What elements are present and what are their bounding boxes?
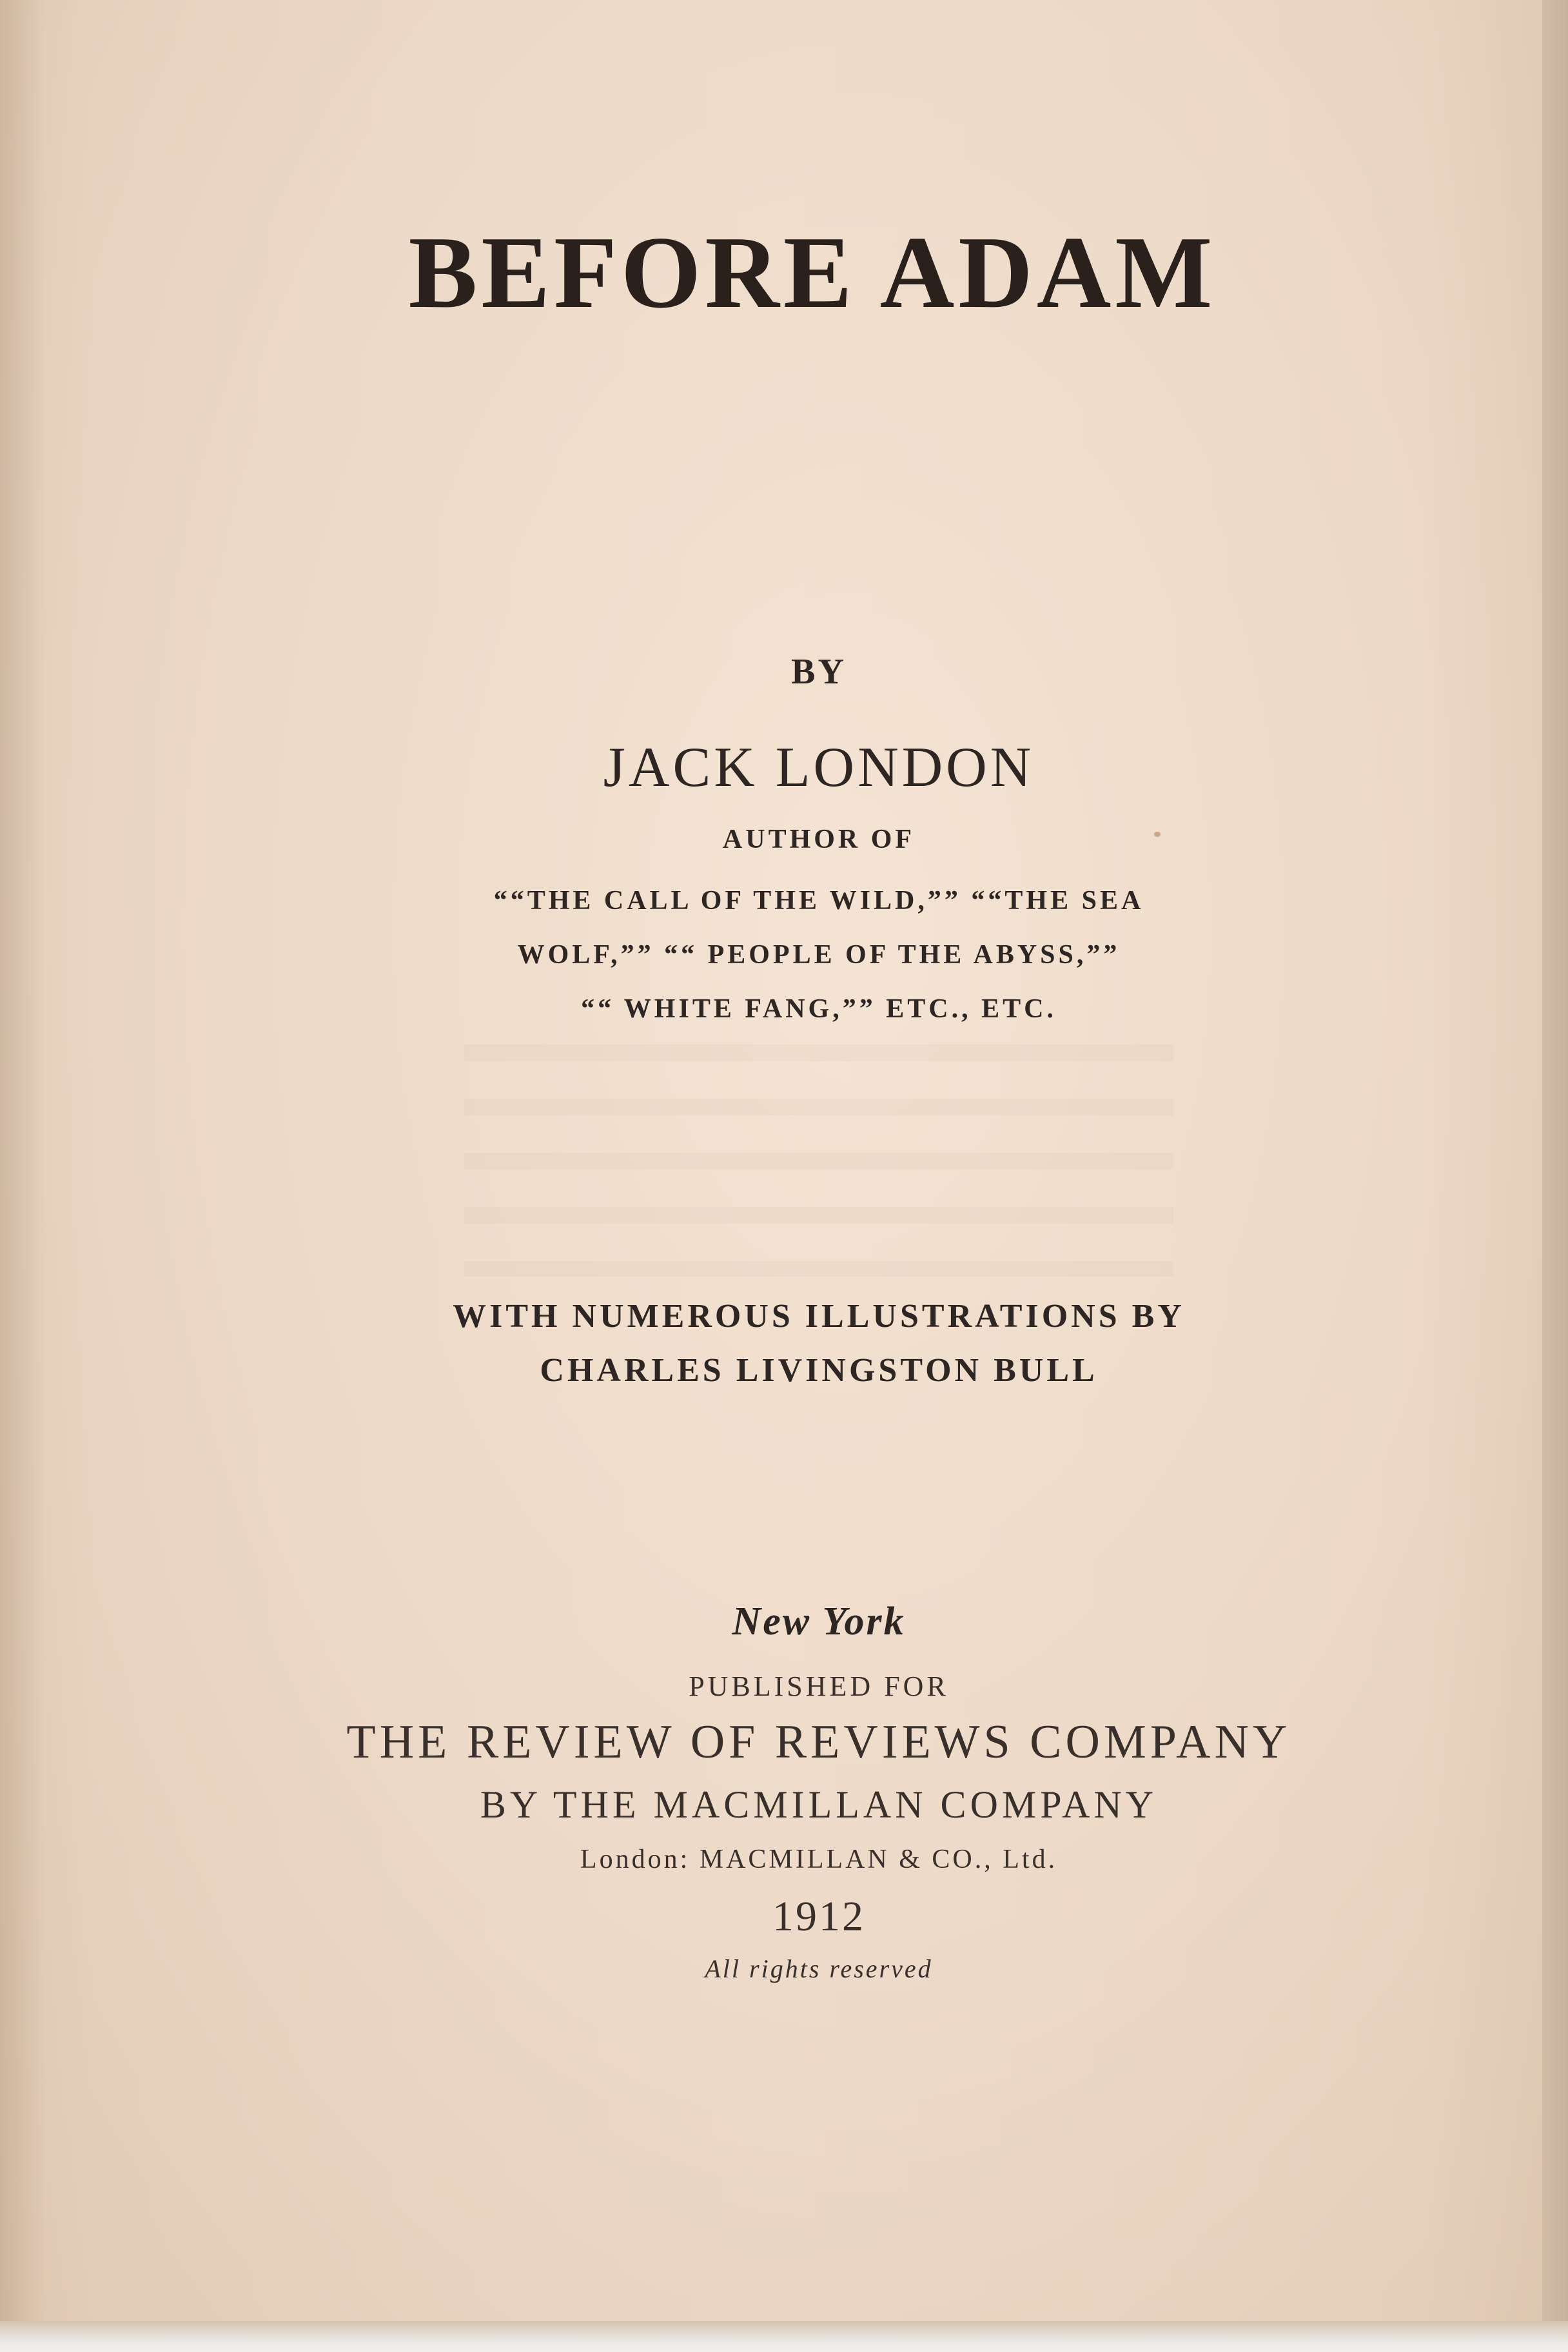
byline: BY — [791, 652, 847, 692]
other-works-line: ““ WHITE FANG,”” ETC., ETC. — [581, 994, 1057, 1024]
other-works-line: ““THE CALL OF THE WILD,”” ““THE SEA — [493, 886, 1144, 916]
illustrator-credit-line: CHARLES LIVINGSTON BULL — [540, 1352, 1098, 1389]
imprint-london: London: MACMILLAN & CO., Ltd. — [580, 1845, 1058, 1874]
rights-notice: All rights reserved — [705, 1954, 933, 1983]
author-of-label: AUTHOR OF — [722, 825, 916, 854]
show-through-text — [464, 1044, 1173, 1277]
illustrator-credit-line: WITH NUMEROUS ILLUSTRATIONS BY — [453, 1298, 1185, 1335]
imprint-publisher: BY THE MACMILLAN COMPANY — [480, 1783, 1158, 1826]
other-works-line: WOLF,”” ““ PEOPLE OF THE ABYSS,”” — [517, 940, 1121, 970]
imprint-city: New York — [732, 1600, 906, 1643]
imprint-year: 1912 — [772, 1893, 865, 1940]
imprint-company: THE REVIEW OF REVIEWS COMPANY — [346, 1716, 1291, 1769]
other-works — [0, 874, 1547, 1036]
published-for-label: PUBLISHED FOR — [689, 1671, 949, 1702]
book-title: BEFORE ADAM — [408, 215, 1217, 329]
page-edge-right — [1542, 0, 1568, 2352]
illustrator-credit — [0, 1289, 1547, 1398]
page-edge-bottom — [0, 2321, 1568, 2352]
author-name: JACK LONDON — [603, 736, 1035, 799]
